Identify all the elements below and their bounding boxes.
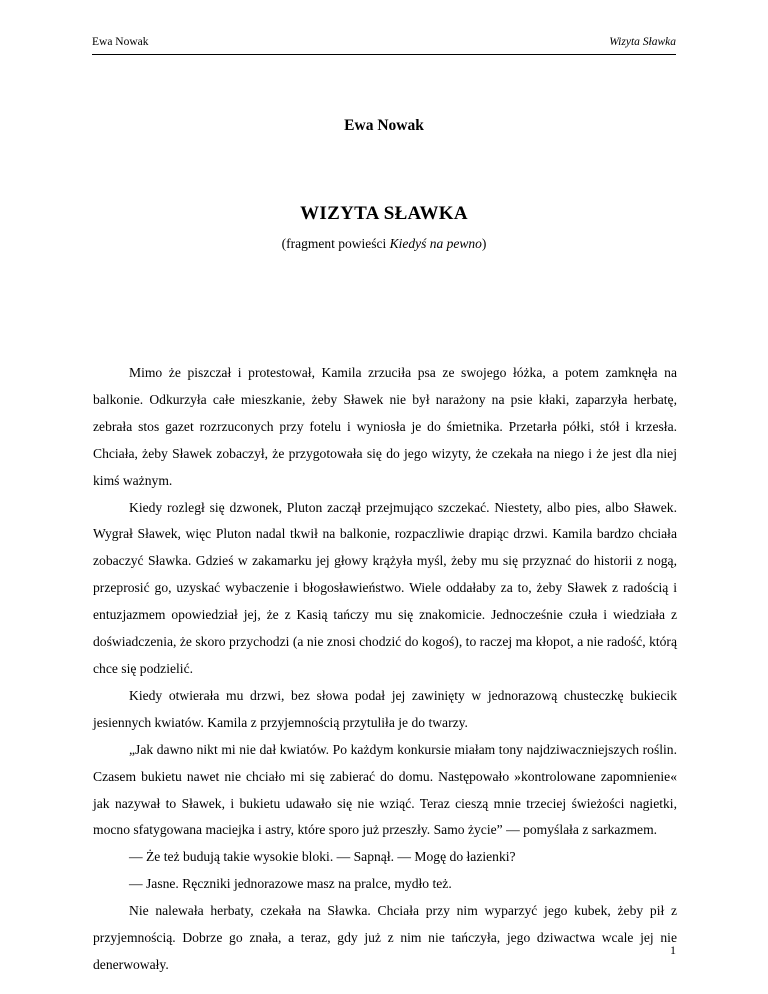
- paragraph: Mimo że piszczał i protestował, Kamila zrzuciła psa ze swojego łóżka, a potem zamknęła na balkonie. Odkurzyła całe mieszkanie, żeby Sławek nie był narażony na psie kłaki, zaparzyła herbatę, zebrała stos gazet rozrzuconych przy fotelu i wyniosła je do śmietnika. Przetarła półki, stół i krzesła. Chciała, żeby Sławek zobaczył, że przygotowała się do jego wizyty, że czekała na niego i że jest dla niej kimś ważnym.: [93, 365, 677, 488]
- subtitle: [0, 236, 768, 252]
- chapter-title: WIZYTA SŁAWKA: [300, 203, 468, 224]
- page-number: 1: [670, 943, 676, 957]
- subtitle-prefix: (fragment powieści: [281, 236, 390, 251]
- paragraph: Nie nalewała herbaty, czekała na Sławka. Chciała przy nim wyparzyć jego kubek, żeby pił z przyjemnością. Dobrze go znała, a teraz, gdy już z nim nie tańczyła, jego dziwactwa wcale jej nie denerwowały.: [93, 903, 677, 972]
- subtitle-book-title: Kiedyś na pewno: [389, 236, 482, 251]
- body-text: [93, 360, 677, 979]
- paragraph: Kiedy rozległ się dzwonek, Pluton zaczął przejmująco szczekać. Niestety, albo pies, albo Sławek. Wygrał Sławek, więc Pluton nadal tkwił na balkonie, rozpaczliwie drapiąc drzwi. Kamila bardzo chciała zobaczyć Sławka. Gdzieś w zakamarku jej głowy krążyła myśl, żeby mu się przyznać do historii z nogą, przeprosić go, uzyskać wybaczenie i błogosławieństwo. Wiele oddałaby za to, żeby Sławek z radością i entuzjazmem opowiedział jej, że z Kasią tańczy mu się znakomicie. Jednocześnie czuła i wiedziała z doświadczenia, że skoro przychodzi (a nie znosi chodzić do kogoś), to raczej ma kłopot, a nie radość, którą chce się podzielić.: [93, 499, 677, 676]
- paragraph: — Jasne. Ręczniki jednorazowe masz na pralce, mydło też.: [129, 876, 452, 892]
- running-header: [92, 36, 676, 55]
- header-title: Wizyta Sławka: [609, 36, 676, 48]
- subtitle-suffix: ): [481, 236, 487, 251]
- paragraph: Kiedy otwierała mu drzwi, bez słowa podał jej zawinięty w jednorazową chusteczkę bukiecik jesiennych kwiatów. Kamila z przyjemnością przytuliła je do twarzy.: [93, 687, 677, 730]
- author-name: Ewa Nowak: [344, 117, 424, 134]
- paragraph: „Jak dawno nikt mi nie dał kwiatów. Po każdym konkursie miałam tony najdziwaczniejszych roślin. Czasem bukietu nawet nie chciało mi się zabierać do domu. Następowało »kontrolowane zapomnienie« jak nazywał to Sławek, i bukietu udawało się nie wziąć. Teraz cieszą mnie trzeciej świeżości nagietki, mocno sfatygowana maciejka i astry, które sporo już przeszły. Samo życie” — pomyślała z sarkazmem.: [93, 741, 677, 838]
- paragraph: — Że też budują takie wysokie bloki. — Sapnął. — Mogę do łazienki?: [129, 849, 516, 865]
- header-author: Ewa Nowak: [92, 36, 149, 48]
